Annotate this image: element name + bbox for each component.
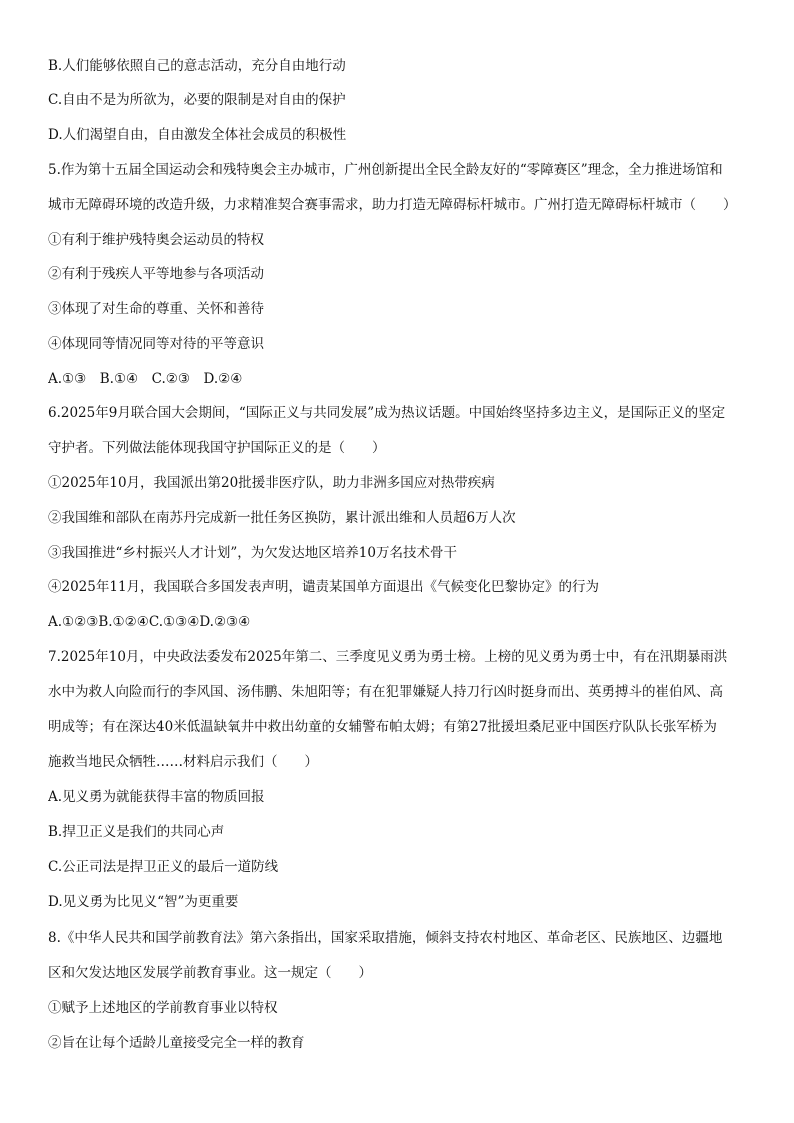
q7-stem-line-2: 水中为救人向险而行的李风国、汤伟鹏、朱旭阳等；有在犯罪嫌疑人持刀行凶时挺身而出、英勇搏斗的崔伯风、高: [48, 684, 723, 700]
q4-option-d: D.人们渴望自由，自由激发全体社会成员的积极性: [48, 127, 347, 143]
q6-stem-line-1: 6.2025年9月联合国大会期间，“国际正义与共同发展”成为热议话题。中国始终坚持多边主义，是国际正义的坚定: [48, 405, 726, 421]
q7-stem-line-3: 明成等；有在深达40米低温缺氧井中救出幼童的女辅警布帕太姆；有第27批援坦桑尼亚中国医疗队队长张军桥为: [48, 719, 717, 735]
q6-stem-line-2: 守护者。下列做法能体现我国守护国际正义的是（ ）: [48, 440, 386, 456]
q8-statement-2: ②旨在让每个适龄儿童接受完全一样的教育: [48, 1035, 305, 1051]
q5-statement-3: ③体现了对生命的尊重、关怀和善待: [48, 301, 264, 317]
q4-option-b: B.人们能够依照自己的意志活动，充分自由地行动: [48, 58, 346, 74]
q8-stem-line-1: 8.《中华人民共和国学前教育法》第六条指出，国家采取措施，倾斜支持农村地区、革命老区、民族地区、边疆地: [48, 930, 723, 946]
q5-statement-2: ②有利于残疾人平等地参与各项活动: [48, 266, 264, 282]
q6-choices: A.①②③B.①②④C.①③④D.②③④: [48, 614, 251, 630]
q7-option-c: C.公正司法是捍卫正义的最后一道防线: [48, 859, 279, 875]
q5-statement-4: ④体现同等情况同等对待的平等意识: [48, 336, 264, 352]
q6-statement-2: ②我国维和部队在南苏丹完成新一批任务区换防，累计派出维和人员超6万人次: [48, 510, 516, 526]
q7-option-a: A.见义勇为就能获得丰富的物质回报: [48, 789, 265, 805]
q5-stem-line-1: 5.作为第十五届全国运动会和残特奥会主办城市，广州创新提出全民全龄友好的“零障赛区”理念，全力推进场馆和: [48, 162, 723, 178]
q4-option-c: C.自由不是为所欲为，必要的限制是对自由的保护: [48, 92, 346, 108]
q7-option-d: D.见义勇为比见义“智”为更重要: [48, 894, 239, 910]
q6-statement-3: ③我国推进“乡村振兴人才计划”，为欠发达地区培养10万名技术骨干: [48, 545, 457, 561]
q5-statement-1: ①有利于维护残特奥会运动员的特权: [48, 232, 264, 248]
q6-statement-4: ④2025年11月，我国联合多国发表声明，谴责某国单方面退出《气候变化巴黎协定》的行为: [48, 579, 600, 595]
q8-stem-line-2: 区和欠发达地区发展学前教育事业。这一规定（ ）: [48, 965, 372, 981]
q7-stem-line-1: 7.2025年10月，中央政法委发布2025年第二、三季度见义勇为勇士榜。上榜的见义勇为勇士中，有在汛期暴雨洪: [48, 649, 728, 665]
q7-stem-line-4: 施救当地民众牺牲……材料启示我们（ ）: [48, 754, 318, 770]
q6-statement-1: ①2025年10月，我国派出第20批援非医疗队，助力非洲多国应对热带疾病: [48, 475, 495, 491]
q5-choices: A.①③ B.①④ C.②③ D.②④: [48, 371, 243, 387]
q5-stem-line-2: 城市无障碍环境的改造升级，力求精准契合赛事需求，助力打造无障碍标杆城市。广州打造无障碍标杆城市（ ）: [48, 197, 737, 213]
q7-option-b: B.捍卫正义是我们的共同心声: [48, 824, 225, 840]
q8-statement-1: ①赋予上述地区的学前教育事业以特权: [48, 1000, 278, 1016]
